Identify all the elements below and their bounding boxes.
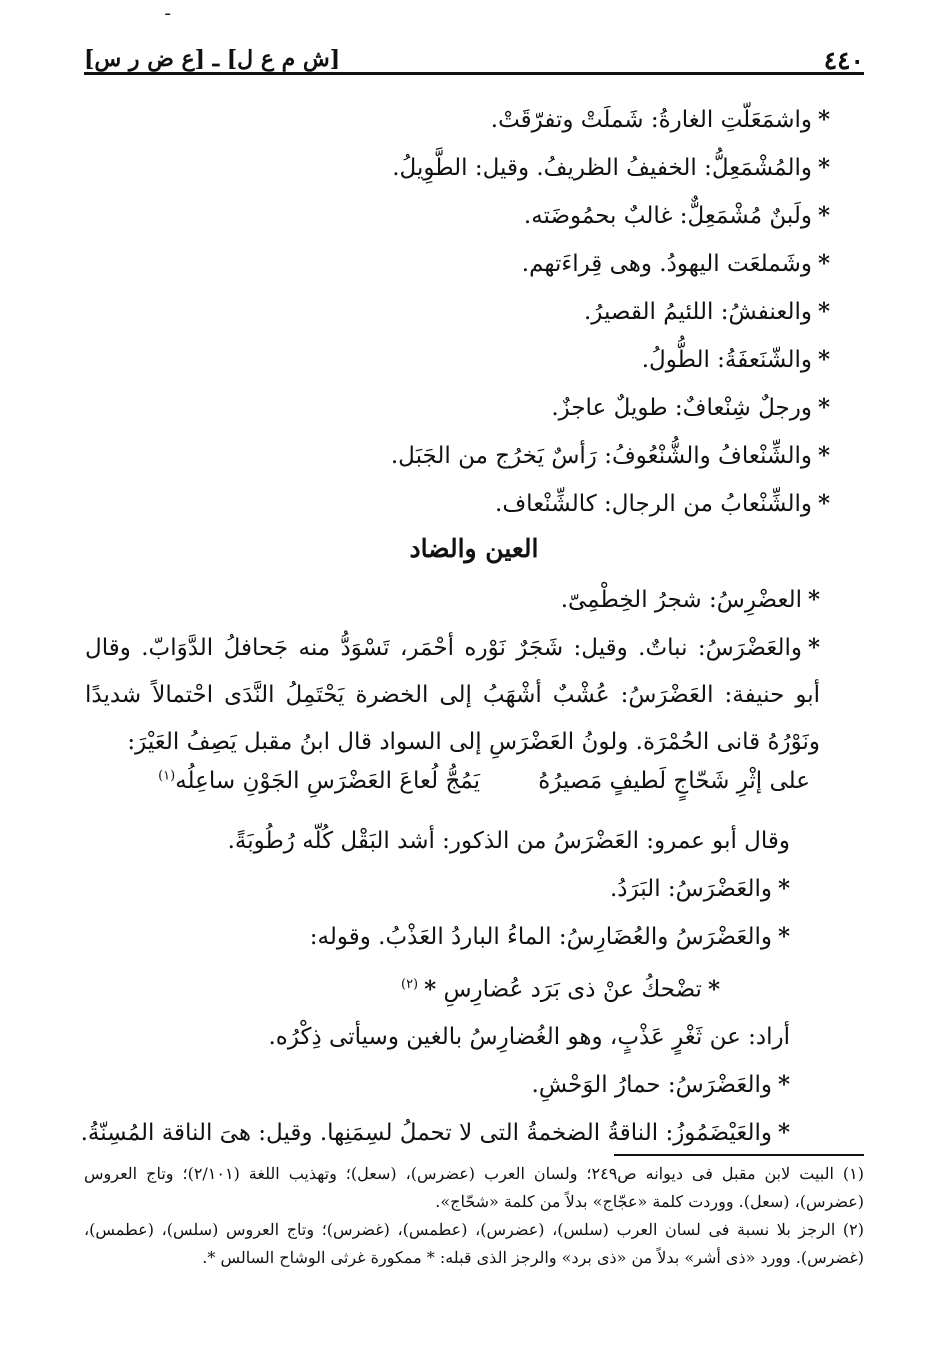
entry bbox=[80, 1109, 820, 1157]
page-mark: ـ bbox=[165, 0, 170, 19]
footnote-1: (١) البيت لابن مقبل فى ديوانه ص٢٤٩؛ ولسان العرب (عضرس)، (سعل)؛ وتهذيب اللغة (٢/١٠١)؛ وتاج العروس (عضرس)، (سعل). ووردت كلمة «عجّاج» بدلاً من كلمة «شحّاج». bbox=[84, 1164, 864, 1211]
entry bbox=[85, 576, 820, 624]
entry bbox=[80, 480, 830, 528]
entry-text: والشّنَعفَةُ: الطُّولُ. bbox=[641, 347, 812, 373]
footnote-ref: (١) bbox=[158, 768, 176, 784]
entries-section bbox=[80, 576, 820, 1157]
entry-text: والعَضْرَسُ والعُضَارِسُ: الماءُ الباردُ العَذْبُ. وقوله: bbox=[309, 924, 772, 950]
entry bbox=[85, 865, 820, 913]
entry bbox=[80, 384, 830, 432]
running-title: [ش م ع ل] ـ [ع ض ر س] bbox=[84, 46, 341, 72]
footnote-2: (٢) الرجز بلا نسبة فى لسان العرب (سلس)، (عضرس)، (عطمس)، (غضرس)؛ وتاج العروس (سلس)، (عطمس)، (غضرس). وورد «ذى أشر» بدلاً من «ذى برد» والرجز الذى قبله: * ممكورة غرثى الوشاح السالس *. bbox=[84, 1220, 864, 1267]
entry-star: * bbox=[817, 346, 830, 373]
entry-paragraph bbox=[85, 624, 820, 766]
entry-star: * bbox=[817, 250, 830, 277]
entry-star: * bbox=[817, 394, 830, 421]
entry-text: والمُشْمَعِلُّ: الخفيفُ الظريفُ. وقيل: الطَّوِيلُ. bbox=[392, 155, 812, 181]
entries-top bbox=[80, 96, 830, 528]
entry bbox=[80, 336, 830, 384]
entry bbox=[80, 288, 830, 336]
entry bbox=[80, 192, 830, 240]
entry-text: وشَملعَت اليهودُ. وهى قِراءَتهم. bbox=[521, 251, 812, 277]
footnote-ref: (٢) bbox=[400, 977, 419, 992]
verse-hemistich-first: على إثْرِ شَحّاجٍ لَطيفٍ مَصيرُهُ bbox=[538, 768, 810, 794]
entry-text: العضْرِسُ: شجرُ الخِطْمِىّ. bbox=[560, 587, 802, 613]
footnotes bbox=[84, 1160, 864, 1272]
entry-star: * bbox=[817, 490, 830, 517]
entry bbox=[80, 144, 830, 192]
page-number: ٤٤٠ bbox=[823, 46, 864, 75]
entry-text: ورجلٌ شِنْعافٌ: طويلٌ عاجزٌ. bbox=[551, 395, 812, 421]
entry-star: * bbox=[817, 298, 830, 325]
entry bbox=[80, 240, 830, 288]
entry-text: والشِّنْعابُ من الرجال: كالشِّنْعاف. bbox=[495, 491, 812, 517]
entry-star: * bbox=[807, 586, 820, 613]
entry-star: * bbox=[817, 442, 830, 469]
entry-star: * bbox=[424, 975, 437, 1003]
entry bbox=[85, 913, 820, 961]
entry-star: * bbox=[807, 634, 820, 661]
rajaz-verse bbox=[85, 961, 820, 1014]
poetry-verse bbox=[85, 766, 810, 818]
verse-hemistich-second bbox=[158, 768, 480, 794]
entry-star: * bbox=[777, 1070, 790, 1098]
verse-text: تضْحكُ عنْ ذى بَرَد عُضارِسِ bbox=[443, 976, 702, 1003]
entry bbox=[80, 432, 830, 480]
entry-text: والشِّنْعافُ والشُّنْعُوفُ: رَأسٌ يَخرُج من الجَبَل. bbox=[390, 443, 812, 469]
page-header bbox=[84, 44, 864, 74]
entry-text: والعَضْرَسُ: حمارُ الوَحْشِ. bbox=[531, 1071, 772, 1098]
entry-text: ولَبنٌ مُشْمَعِلٌّ: غالبٌ بحمُوضَته. bbox=[523, 203, 812, 229]
entry-star: * bbox=[817, 106, 830, 133]
entry-star: * bbox=[817, 202, 830, 229]
entry: أراد: عن ثَغْرٍ عَذْبٍ، وهو الغُضارِسُ بالغين وسيأتى ذِكْرُه. bbox=[268, 1023, 790, 1050]
entry-star: * bbox=[777, 923, 790, 950]
entry-text: والعَضْرَسُ: البَرَدُ. bbox=[610, 876, 772, 902]
entry-star: * bbox=[817, 154, 830, 181]
entry-star: * bbox=[777, 875, 790, 902]
entry-star: * bbox=[707, 975, 720, 1003]
entry-text: واشمَعَلّتِ الغارةُ: شَملَتْ وتفرّقَتْ. bbox=[490, 107, 812, 133]
entry bbox=[85, 1061, 820, 1109]
section-title: العين والضاد bbox=[409, 534, 539, 563]
entry: وقال أبو عمرو: العَضْرَسُ من الذكور: أشد البَقْل كُلّه رُطُوبَةً. bbox=[227, 828, 790, 854]
entry-star: * bbox=[777, 1118, 790, 1146]
footnote-rule bbox=[614, 1154, 864, 1156]
entry-text: والعَضْرَسُ: نباتٌ. وقيل: شَجَرٌ نَوْره أحْمَر، تَسْوَدُّ منه جَحافلُ الدَّوَابّ. وقال أبو حنيفة: العَضْرَسُ: عُشْبٌ أشْهَبُ إلى الخضرة يَحْتَمِلُ النَّدَى احْتمالاً شديدًا ونَوْرُهُ قانى الحُمْرَة. ولونُ العَضْرَسِ إلى السواد قال ابنُ مقبل يَصِفُ العَيْرَ: bbox=[85, 635, 820, 755]
verse-text: يَمُجُّ لُعاعَ العَضْرَسِ الجَوْنِ ساعِلُه bbox=[175, 768, 480, 794]
entry-text: والعنفشُ: اللئيمُ القصيرُ. bbox=[583, 299, 812, 325]
header-rule bbox=[84, 72, 864, 75]
entry-text: والعَيْضَمُوزُ: الناقةُ الضخمةُ التى لا تحملُ لسِمَنِها. وقيل: هىَ الناقة المُسِنّةُ. bbox=[80, 1119, 772, 1146]
entry bbox=[80, 96, 830, 144]
